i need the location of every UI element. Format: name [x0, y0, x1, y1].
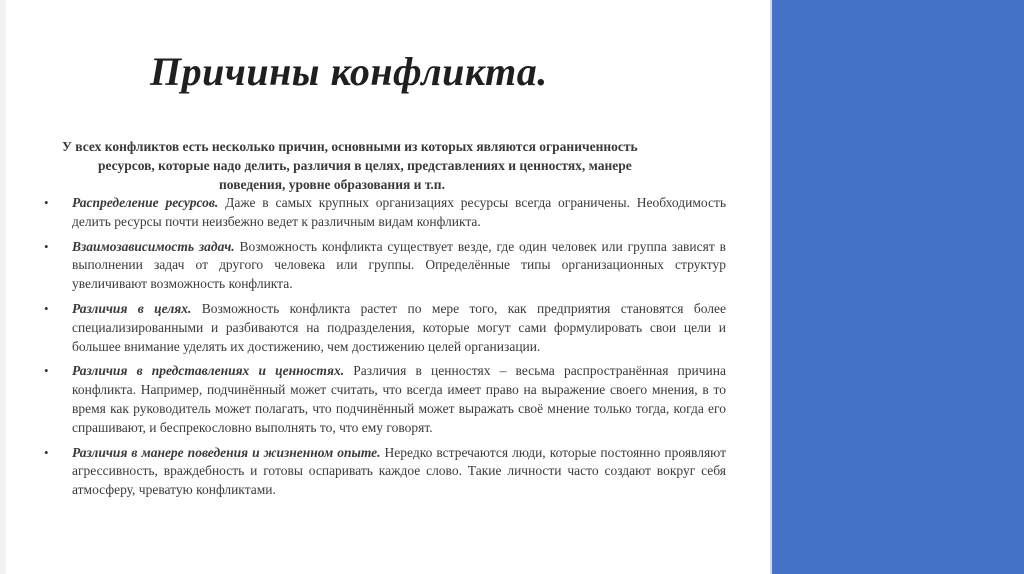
list-item [0, 444, 726, 500]
item-heading: Взаимозависимость задач. [72, 238, 235, 254]
item-text: Возможность конфликта растет по мере того, как предприятия становятся более специализированными и разбиваются на подразделения, которые могут сами формулировать свои цели и большее внимание уделять их достижению, чем достижению целей организации. [72, 300, 726, 354]
list-item [0, 362, 726, 437]
item-heading: Различия в манере поведения и жизненном опыте. [72, 444, 381, 460]
list-item [0, 238, 726, 294]
item-heading: Различия в представлениях и ценностях. [72, 363, 345, 379]
item-text: Даже в самых крупных организациях ресурсы всегда ограничены. Необходимость делить ресурсы почти неизбежно ведет к различным видам конфликта. [72, 195, 726, 229]
intro-line-3: поведения, уровне образования и т.п. [219, 177, 445, 192]
intro-line-2: ресурсов, которые надо делить, различия в целях, представлениях и ценностях, манере [98, 158, 632, 173]
bullet-icon: • [44, 444, 49, 460]
bullet-icon: • [44, 300, 49, 316]
item-heading: Различия в целях. [72, 300, 192, 316]
item-text: Нередко встречаются люди, которые постоянно проявляют агрессивность, враждебность и готовы оспаривать каждое слово. Такие личности часто создают вокруг себя атмосферу, чреватую конфликтами. [72, 444, 726, 498]
bullet-icon: • [44, 195, 49, 210]
bullet-icon: • [44, 238, 49, 254]
list-item [0, 194, 726, 232]
bullet-icon: • [44, 363, 49, 379]
intro-line-1: У всех конфликтов есть несколько причин, основными из которых являются ограниченность [62, 139, 638, 154]
side-accent-panel [772, 0, 1024, 574]
item-text: Возможность конфликта существует везде, где один человек или группа зависят в выполнении задач от другого человека или группы. Определённые типы организационных структур увеличивают возможность конфликта. [72, 238, 726, 292]
item-heading: Распределение ресурсов. [72, 195, 219, 210]
list-item [0, 300, 726, 356]
item-text: Различия в ценностях – весьма распространённая причина конфликта. Например, подчинённый может считать, что всегда имеет право на выражение своего мнения, в то время как руководитель может полагать, что подчинённый может выражать своё мнение только тогда, когда его спрашивают, и беспрекословно выполнять то, что ему говорят. [72, 363, 726, 435]
causes-list [0, 194, 760, 506]
intro-paragraph [62, 137, 722, 194]
slide-title: Причины конфликта. [150, 49, 548, 94]
